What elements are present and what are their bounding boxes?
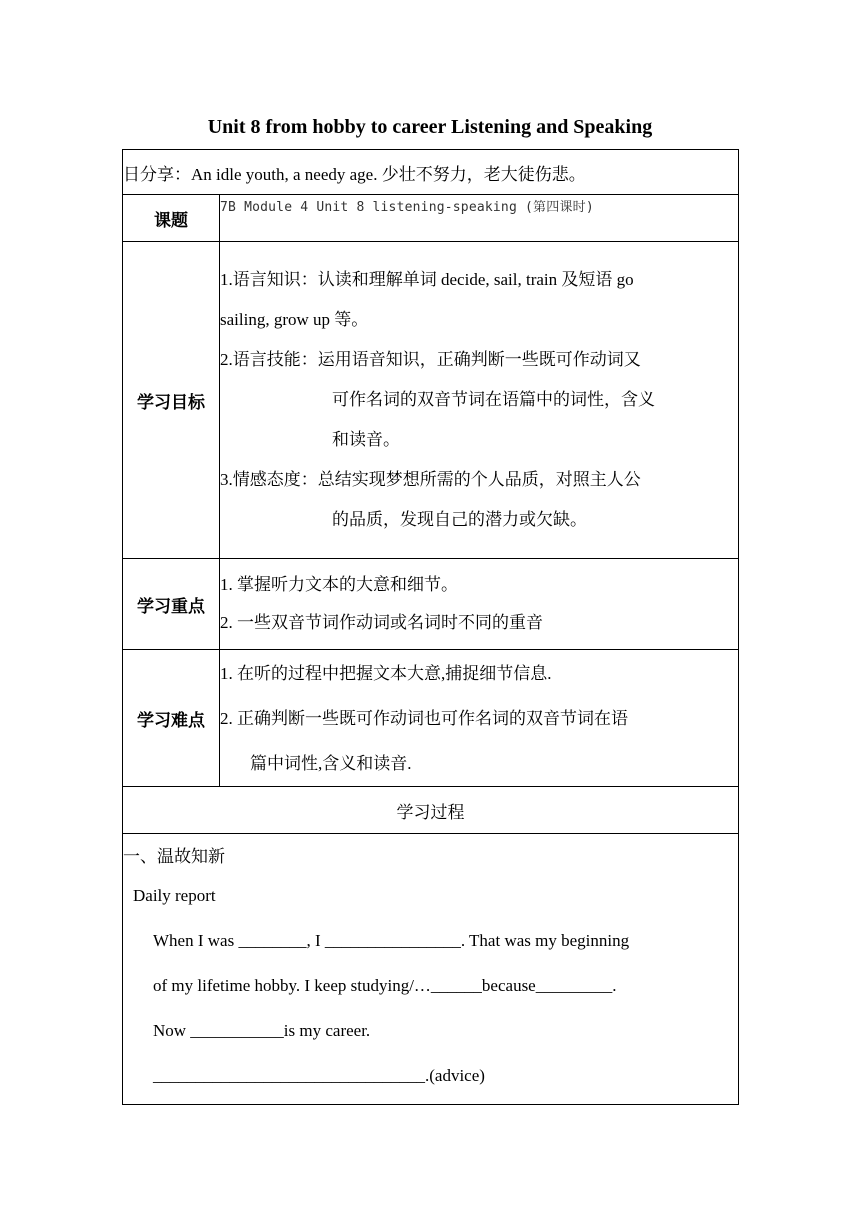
difficulty-item-2-line-2: 篇中词性,含义和读音. bbox=[250, 753, 412, 773]
objective-item-2-line-3: 和读音。 bbox=[332, 430, 400, 449]
focus-item-2: 2. 一些双音节词作动词或名词时不同的重音 bbox=[220, 613, 543, 632]
objectives-row bbox=[123, 242, 739, 559]
page-title: Unit 8 from hobby to career Listening and Speaking bbox=[207, 116, 653, 138]
review-line-3: Now ___________is my career. bbox=[153, 1020, 371, 1040]
objective-item-2-line-2: 可作名词的双音节词在语篇中的词性，含义 bbox=[332, 390, 655, 409]
lesson-plan-table bbox=[122, 149, 739, 1105]
objective-item-3-line-2: 的品质，发现自己的潜力或欠缺。 bbox=[332, 510, 587, 529]
objective-item-1-line-2: sailing, grow up 等。 bbox=[220, 310, 369, 329]
topic-row bbox=[123, 195, 739, 242]
focus-row bbox=[123, 559, 739, 650]
review-heading: 一、温故知新 bbox=[123, 846, 225, 866]
topic-label: 课题 bbox=[123, 195, 220, 242]
daily-share-row bbox=[123, 150, 739, 195]
review-subheading: Daily report bbox=[133, 885, 216, 905]
review-row bbox=[123, 834, 739, 1105]
difficulty-row bbox=[123, 650, 739, 787]
focus-item-1: 1. 掌握听力文本的大意和细节。 bbox=[220, 575, 458, 594]
review-line-4: ________________________________.(advice) bbox=[153, 1065, 485, 1085]
process-heading: 学习过程 bbox=[123, 787, 739, 834]
difficulty-item-1: 1. 在听的过程中把握文本大意,捕捉细节信息. bbox=[220, 663, 552, 683]
process-row bbox=[123, 787, 739, 834]
difficulty-item-2-line-1: 2. 正确判断一些既可作动词也可作名词的双音节词在语 bbox=[220, 708, 628, 728]
topic-value: 7B Module 4 Unit 8 listening-speaking (第四课时) bbox=[220, 200, 594, 215]
review-line-1: When I was ________, I ________________. That was my beginning bbox=[153, 930, 630, 950]
objective-item-3-line-1: 3.情感态度：总结实现梦想所需的个人品质，对照主人公 bbox=[220, 470, 641, 489]
difficulty-label: 学习难点 bbox=[123, 650, 220, 787]
review-line-2: of my lifetime hobby. I keep studying/…______because_________. bbox=[153, 975, 617, 995]
objective-item-2-line-1: 2.语言技能：运用语音知识，正确判断一些既可作动词又 bbox=[220, 350, 641, 369]
objective-item-1-line-1: 1.语言知识：认读和理解单词 decide, sail, train 及短语 go bbox=[220, 270, 634, 289]
focus-label: 学习重点 bbox=[123, 559, 220, 650]
objectives-label: 学习目标 bbox=[123, 242, 220, 559]
daily-share-text: 日分享：An idle youth, a needy age. 少壮不努力，老大徒伤悲。 bbox=[123, 150, 739, 195]
